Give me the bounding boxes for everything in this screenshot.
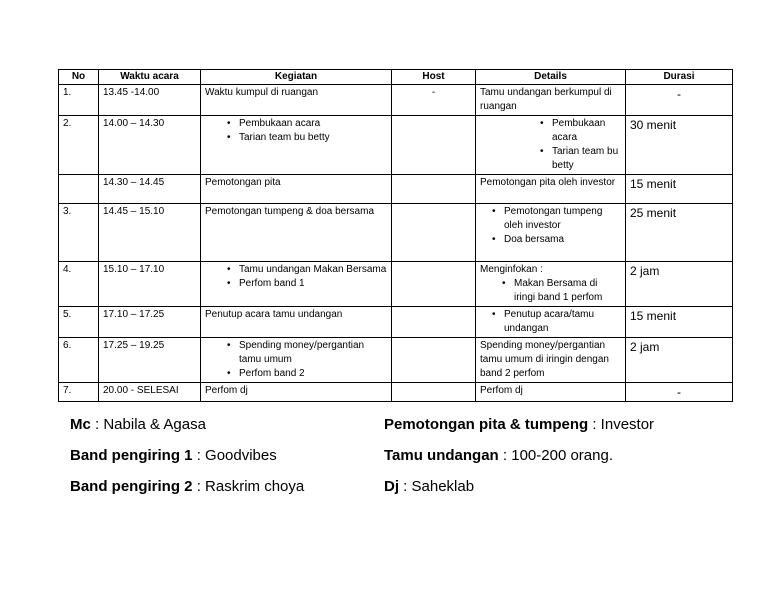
cell-time: 17.25 – 19.25 xyxy=(99,338,201,383)
cell-no: 2. xyxy=(59,116,99,175)
cell-details: Spending money/pergantian tamu umum di iringin dengan band 2 perfom xyxy=(476,338,626,383)
header-durasi: Durasi xyxy=(626,70,733,85)
list-item: • Tarian team bu betty xyxy=(552,145,621,173)
cell-details xyxy=(476,307,626,338)
cell-time: 14.00 – 14.30 xyxy=(99,116,201,175)
info-band1-value: : Goodvibes xyxy=(196,447,277,464)
info-tamu-label: Tamu undangan xyxy=(384,447,499,464)
cell-details xyxy=(476,204,626,262)
info-tamu xyxy=(384,447,613,465)
details-list xyxy=(480,205,621,247)
cell-details: Tamu undangan berkumpul di ruangan xyxy=(476,85,626,116)
info-dj-label: Dj xyxy=(384,478,399,495)
info-pemotongan-value: : Investor xyxy=(592,416,655,433)
list-item: • Makan Bersama di iringi band 1 perfom xyxy=(514,277,621,305)
list-item: • Penutup acara/tamu undangan xyxy=(504,308,621,336)
table-header-row xyxy=(59,70,733,85)
cell-kegiatan: Waktu kumpul di ruangan xyxy=(201,85,392,116)
info-band1 xyxy=(70,447,277,465)
cell-kegiatan xyxy=(201,338,392,383)
cell-time: 15.10 – 17.10 xyxy=(99,262,201,307)
list-item: • Pembukaan acara xyxy=(239,117,387,131)
info-band2-label: Band pengiring 2 xyxy=(70,478,193,495)
table-row xyxy=(59,338,733,383)
cell-kegiatan: Perfom dj xyxy=(201,383,392,402)
info-mc xyxy=(70,416,206,434)
cell-host xyxy=(392,175,476,204)
cell-durasi: - xyxy=(626,85,733,116)
header-waktu: Waktu acara xyxy=(99,70,201,85)
cell-no: 7. xyxy=(59,383,99,402)
info-pemotongan xyxy=(384,416,654,434)
table-row xyxy=(59,116,733,175)
table-row xyxy=(59,204,733,262)
cell-kegiatan xyxy=(201,262,392,307)
table-row xyxy=(59,383,733,402)
cell-no: 1. xyxy=(59,85,99,116)
cell-host: - xyxy=(392,85,476,116)
cell-no: 5. xyxy=(59,307,99,338)
cell-host xyxy=(392,338,476,383)
list-item: • Pemotongan tumpeng oleh investor xyxy=(504,205,621,233)
table-row xyxy=(59,262,733,307)
header-details: Details xyxy=(476,70,626,85)
schedule-table xyxy=(58,69,733,402)
table-row xyxy=(59,175,733,204)
cell-kegiatan xyxy=(201,116,392,175)
cell-time: 13.45 -14.00 xyxy=(99,85,201,116)
cell-host xyxy=(392,204,476,262)
cell-details xyxy=(476,262,626,307)
cell-host xyxy=(392,307,476,338)
list-item: • Doa bersama xyxy=(504,233,621,247)
list-item: • Pembukaan acara xyxy=(552,117,621,145)
cell-durasi: 25 menit xyxy=(626,204,733,262)
cell-host xyxy=(392,383,476,402)
kegiatan-list xyxy=(205,339,387,381)
cell-time: 20.00 - SELESAI xyxy=(99,383,201,402)
cell-host xyxy=(392,116,476,175)
cell-no xyxy=(59,175,99,204)
cell-durasi: 30 menit xyxy=(626,116,733,175)
details-title: Menginfokan : xyxy=(480,264,543,275)
cell-kegiatan: Pemotongan tumpeng & doa bersama xyxy=(201,204,392,262)
list-item: • Perfom band 2 xyxy=(239,367,387,381)
table-row xyxy=(59,85,733,116)
details-list xyxy=(480,117,621,173)
cell-no: 3. xyxy=(59,204,99,262)
cell-kegiatan: Pemotongan pita xyxy=(201,175,392,204)
info-dj xyxy=(384,478,474,496)
kegiatan-list xyxy=(205,117,387,145)
cell-time: 17.10 – 17.25 xyxy=(99,307,201,338)
info-band2-value: : Raskrim choya xyxy=(196,478,305,495)
kegiatan-list xyxy=(205,263,387,291)
details-list xyxy=(480,277,621,305)
info-tamu-value: : 100-200 orang. xyxy=(502,447,613,464)
cell-durasi: 15 menit xyxy=(626,307,733,338)
cell-durasi: 15 menit xyxy=(626,175,733,204)
cell-no: 4. xyxy=(59,262,99,307)
list-item: • Perfom band 1 xyxy=(239,277,387,291)
list-item: • Tamu undangan Makan Bersama xyxy=(239,263,387,277)
info-mc-value: : Nabila & Agasa xyxy=(95,416,206,433)
cell-time: 14.45 – 15.10 xyxy=(99,204,201,262)
header-no: No xyxy=(59,70,99,85)
info-dj-value: : Saheklab xyxy=(403,478,475,495)
header-host: Host xyxy=(392,70,476,85)
cell-details: Pemotongan pita oleh investor xyxy=(476,175,626,204)
cell-durasi: 2 jam xyxy=(626,338,733,383)
cell-details xyxy=(476,116,626,175)
list-item: • Spending money/pergantian tamu umum xyxy=(239,339,387,367)
cell-durasi: - xyxy=(626,383,733,402)
header-kegiatan: Kegiatan xyxy=(201,70,392,85)
info-band2 xyxy=(70,478,304,496)
list-item: • Tarian team bu betty xyxy=(239,131,387,145)
info-mc-label: Mc xyxy=(70,416,91,433)
cell-durasi: 2 jam xyxy=(626,262,733,307)
cell-kegiatan: Penutup acara tamu undangan xyxy=(201,307,392,338)
table-row xyxy=(59,307,733,338)
cell-no: 6. xyxy=(59,338,99,383)
info-band1-label: Band pengiring 1 xyxy=(70,447,193,464)
cell-details: Perfom dj xyxy=(476,383,626,402)
details-list xyxy=(480,308,621,336)
cell-time: 14.30 – 14.45 xyxy=(99,175,201,204)
info-pemotongan-label: Pemotongan pita & tumpeng xyxy=(384,416,589,433)
cell-host xyxy=(392,262,476,307)
